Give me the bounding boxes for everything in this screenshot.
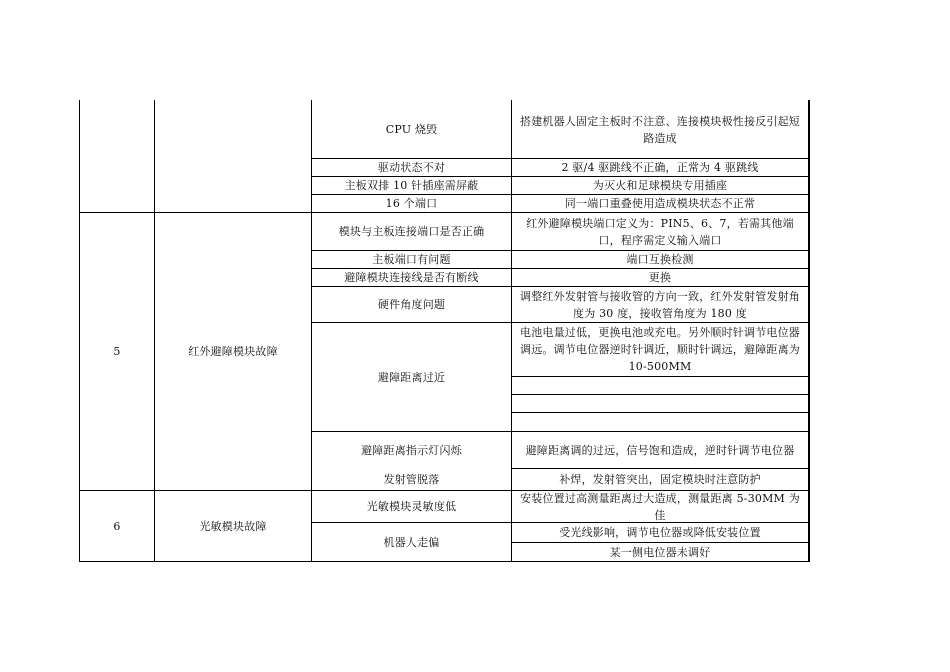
group-number: 5 (113, 345, 121, 358)
fix-cell: 为灭火和足球模块专用插座 (592, 179, 728, 192)
row-divider (511, 412, 809, 413)
group-name: 光敏模块故障 (199, 519, 267, 533)
symptom-cell: 避障距离指示灯闪烁 (361, 443, 462, 457)
fix-cell: 安装位置过高测量距离过大造成，测量距离 5-30MM 为佳 (520, 491, 800, 522)
symptom-cell: 主板端口有问题 (372, 253, 451, 266)
fix-cell: 搭建机器人固定主板时不注意、连接模块极性接反引起短路造成 (520, 114, 800, 145)
symptom-cell: 避障距离过近 (377, 370, 446, 384)
symptom-cell: 驱动状态不对 (377, 161, 446, 174)
group-name: 红外避障模块故障 (188, 345, 278, 358)
fix-cell: 补焊，发射管突出，固定模块时注意防护 (559, 473, 761, 486)
symptom-cell: 发射管脱落 (383, 473, 440, 486)
symptom-cell: 主板双排 10 针插座需屏蔽 (344, 179, 479, 192)
fix-cell: 2 驱/4 驱跳线不正确，正常为 4 驱跳线 (561, 161, 759, 174)
fix-cell: 更换 (648, 271, 672, 284)
row-divider (511, 376, 809, 377)
symptom-cell: 16 个端口 (385, 197, 438, 210)
symptom-cell: 模块与主板连接端口是否正确 (338, 225, 485, 238)
symptom-cell: 硬件角度问题 (377, 298, 446, 311)
fix-cell: 端口互换检测 (626, 253, 694, 266)
fix-cell: 电池电量过低，更换电池或充电。另外顺时针调节电位器调远。调节电位器逆时针调近，顺时针调远，避障距离为 10-500MM (520, 326, 800, 373)
table-border-bottom (79, 561, 809, 562)
fix-cell: 受光线影响，调节电位器或降低安装位置 (559, 526, 761, 539)
group-number: 6 (113, 519, 121, 533)
fix-cell: 某一侧电位器未调好 (609, 545, 711, 559)
row-divider (511, 394, 809, 395)
fix-cell: 红外避障模块端口定义为：PIN5、6、7，若需其他端口，程序需定义输入端口 (526, 216, 794, 247)
symptom-cell: CPU 烧毁 (385, 123, 438, 136)
symptom-cell: 光敏模块灵敏度低 (366, 500, 457, 513)
symptom-cell: 避障模块连接线是否有断线 (344, 271, 479, 284)
table-border-right (808, 100, 810, 562)
fix-cell: 调整红外发射管与接收管的方向一致，红外发射管发射角度为 30 度，接收管角度为 180 度 (520, 289, 800, 320)
fix-cell: 避障距离调的过远，信号饱和造成，逆时针调节电位器 (525, 443, 795, 457)
fix-cell: 同一端口重叠使用造成模块状态不正常 (564, 197, 756, 210)
symptom-cell: 机器人走偏 (383, 535, 440, 549)
